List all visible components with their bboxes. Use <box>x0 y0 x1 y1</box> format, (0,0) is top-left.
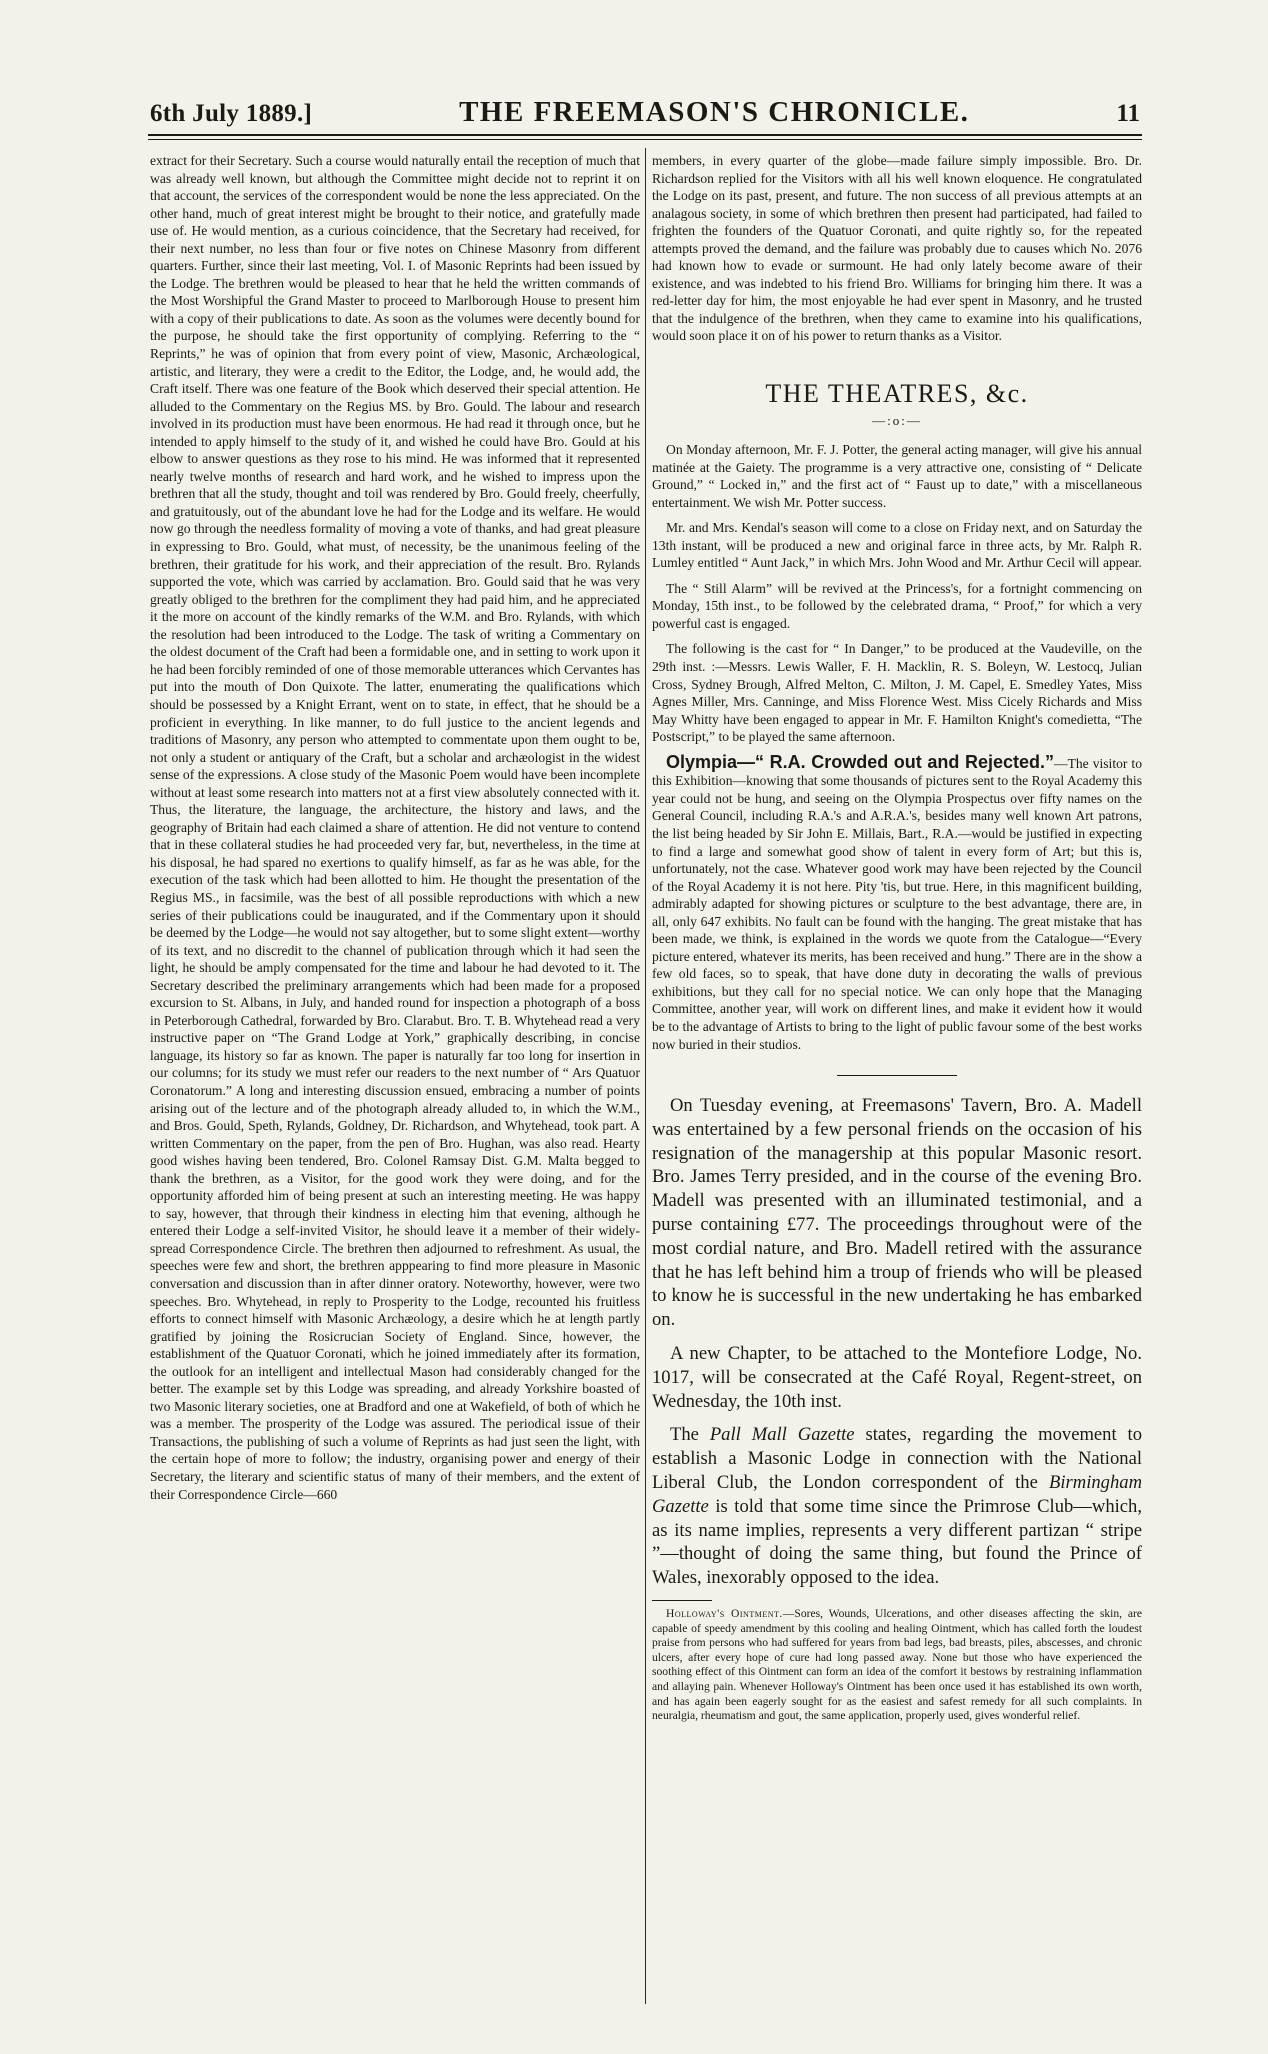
left-column <box>150 152 640 2002</box>
pall-mall-mid: states, regarding the movement to establish a Masonic Lodge in connection with the National Liberal Club, the London correspondent of the <box>652 1424 1142 1494</box>
page-number: 11 <box>1116 100 1140 127</box>
publication-title: THE FREEMASON'S CHRONICLE. <box>459 96 970 128</box>
notice-rule <box>652 1600 712 1601</box>
theatres-heading: THE THEATRES, &c. <box>765 379 1029 409</box>
theatre-paragraph: On Monday afternoon, Mr. F. J. Potter, the general acting manager, will give his annual matinée at the Gaiety. The programme is a very attractive one, consisting of “ Delicate Ground,” “ Locked in,” and the first act of “ Faust up to date,” with a miscellaneous entertainment. We wish Mr. Potter success. <box>652 442 1142 510</box>
theatres-ornament: —:o:— <box>872 413 922 429</box>
olympia-paragraph <box>652 751 1142 1053</box>
notice-text: —Sores, Wounds, Ulcerations, and other diseases affecting the skin, are capable of speedy amendment by this cooling and healing Ointment, which has called forth the loudest praise from persons who had suffered for years from bad legs, bad breasts, piles, abscesses, and chronic ulcers, after every hope of cure had long passed away. None but those who have experienced the soothing effect of this Ointment can form an idea of the comfort it bestows by restraining inflammation and allaying pain. Whenever Holloway's Ointment has been once used it has established its own worth, and has again been eagerly sought for as the easiest and safest remedy for all such complaints. In neuralgia, rheumatism and gout, the same application, properly used, gives wonderful relief. <box>652 1607 1142 1723</box>
holloway-notice <box>652 1607 1142 1724</box>
pall-mall-name: Pall Mall Gazette <box>709 1424 855 1446</box>
pall-mall-paragraph <box>652 1423 1142 1590</box>
theatre-paragraph: Mr. and Mrs. Kendal's season will come to a close on Friday next, and on Saturday the 13th instant, will be produced a new and original farce in three acts, by Mr. Ralph R. Lumley entitled “ Aunt Jack,” in which Mrs. John Wood and Mr. Arthur Cecil will appear. <box>652 520 1142 571</box>
pall-mall-intro: The <box>670 1424 710 1446</box>
issue-date: 6th July 1889.] <box>150 100 313 127</box>
theatre-paragraph: The “ Still Alarm” will be revived at the Princess's, for a fortnight commencing on Monday, 15th inst., to be followed by the celebrated drama, “ Proof,” for which a very powerful cast is engaged. <box>652 580 1142 631</box>
column-divider <box>645 148 646 2004</box>
pall-mall-end: is told that some time since the Primrose Club—which, as its name implies, represents a very different partizan “ stripe ”—thought of doing the same thing, but found the Prince of Wales, inexorably opposed to the idea. <box>652 1495 1142 1589</box>
masthead <box>150 96 1140 130</box>
section-separator <box>837 1075 957 1076</box>
masthead-rule-thin <box>148 139 1142 140</box>
olympia-text: —The visitor to this Exhibition—knowing that some thousands of pictures sent to the Royal Academy this year could not be hung, and seeing on the Olympia Prospectus over fifty names on the General Council, including R.A.'s and A.R.A.'s, besides many well known Art patrons, the list being headed by Sir John E. Millais, Bart., R.A.—would be justified in expecting to find a large and somewhat good show of talent in every form of Art; but this is, unfortunately, not the case. Whatever good work may have been rejected by the Council of the Royal Academy it is not here. Pity 'tis, but true. Here, in this magnificent building, admirably adapted for showing pictures or sculpture to the best advantage, there are, in all, only 647 exhibits. No fault can be found with the hanging. The great mistake that has been made, we think, is explained in the words we quote from the Catalogue—“Every picture entered, whatever its merits, has been received and hung.” There are in the show a few old faces, so to speak, that have done duty in decorating the walls of previous exhibitions, but they call for no special notice. We can only hope that the Managing Committee, another year, will work on different lines, and make it evident how it would be to the advantage of Artists to bring to the light of public favour some of the best works now buried in their studios. <box>652 755 1142 1052</box>
masthead-rule <box>148 134 1142 136</box>
olympia-title: Olympia—“ R.A. Crowded out and Rejected.” <box>666 751 1054 772</box>
right-column <box>652 152 1142 2002</box>
theatre-paragraph: The following is the cast for “ In Danger,” to be produced at the Vaudeville, on the 29th inst. :—Messrs. Lewis Waller, F. H. Macklin, R. S. Boleyn, W. Lestocq, Julian Cross, Sydney Brough, Alfred Melton, C. Milton, J. M. Capel, E. Smedley Yates, Miss Agnes Miller, Mrs. Canninge, and Miss Florence West. Miss Cicely Richards and Miss May Whitty have been engaged to appear in Mr. F. Hamilton Knight's comedietta, “The Postscript,” to be played the same afternoon. <box>652 641 1142 745</box>
madell-paragraph: On Tuesday evening, at Freemasons' Tavern, Bro. A. Madell was entertained by a few personal friends on the occasion of his resignation of the managership at this popular Masonic resort. Bro. James Terry presided, and in the course of the evening Bro. Madell was presented with an illuminated testimonial, and a purse containing £77. The proceedings throughout were of the most cordial nature, and Bro. Madell retired with the assurance that he has left behind him a troup of friends who will be pleased to know he is successful in the new undertaking he has embarked on. <box>652 1095 1142 1331</box>
chapter-paragraph: A new Chapter, to be attached to the Montefiore Lodge, No. 1017, will be consecrated at the Café Royal, Regent-street, on Wednesday, the 10th inst. <box>652 1343 1142 1412</box>
lodge-report-continuation: members, in every quarter of the globe—made failure simply impossible. Bro. Dr. Richardson replied for the Visitors with all his well known eloquence. He congratulated the Lodge on its past, present, and future. The non success of all previous attempts at an analagous society, in some of which brethren then present had participated, had failed to frighten the founders of the Quatuor Coronati, and quite rightly so, for the repeated attempts proved the demand, and the failure was probably due to causes which No. 2076 had known how to evade or surmount. He had only lately become aware of their existence, and was indebted to his friend Bro. Williams for bringing him there. It was a red-letter day for him, the most enjoyable he had ever spent in Masonry, and he trusted that the indulgence of the brethren, when they came to examine into his qualifications, would soon place it on of his power to return thanks as a Visitor. <box>652 153 1142 344</box>
lodge-report-text: extract for their Secretary. Such a course would naturally entail the reception of much that was already well known, but although the Committee might decide not to reprint it on that account, the services of the correspondent would be none the less appreciated. On the other hand, much of great interest might be brought to their notice, and gratefully made use of. He would mention, as a curious coincidence, that the Secretary had received, for their next number, no less than four or five notes on Chinese Masonry from different quarters. Further, since their last meeting, Vol. I. of Masonic Reprints had been issued by the Lodge. The brethren would be pleased to hear that he held the written commands of the Most Worshipful the Grand Master to proceed to Marlborough House to present him with a copy of their publications to date. As soon as the volumes were decently bound for the purpose, he should take the first opportunity of complying. Referring to the “ Reprints,” he was of opinion that from every point of view, Masonic, Archæological, artistic, and literary, they were a credit to the Editor, the Lodge, and, he would add, the Craft itself. There was one feature of the Book which deserved their special attention. He alluded to the Commentary on the Regius MS. by Bro. Gould. The labour and research involved in its production must have been enormous. He had read it through once, but he intended to apply himself to the study of it, and wished he could have Bro. Gould at his elbow to answer questions as they rose to his mind. He was informed that it represented nearly twelve months of research and hard work, and he wished to impress upon the brethren that all the study, thought and toil was rendered by Bro. Gould freely, cheerfully, and gratuitously, out of the abundant love he had for the Lodge and its welfare. He would now go through the needless formality of moving a vote of thanks, and had great pleasure in expressing to Bro. Gould, what must, of necessity, be the unanimous feeling of the brethren, their gratitude for his work, and their appreciation of the result. Bro. Rylands supported the vote, which was carried by acclamation. Bro. Gould said that he was very greatly obliged to the brethren for the compliment they had paid him, and he appreciated it the more on account of the kindly remarks of the W.M. and Bro. Rylands, with which the resolution had been introduced to the Lodge. The task of writing a Commentary on the oldest document of the Craft had been a formidable one, and in setting to work upon it he had been forcibly reminded of one of those memorable utterances which Cervantes has put into the mouth of Don Quixote. The latter, enumerating the qualifications which should be possessed by a Knight Errant, went on to state, in effect, that he should be a proficient in everything. In like manner, to do full justice to the ancient legends and traditions of Masonry, any person who attempted to commentate upon them ought to be, not only a student or antiquary of the Craft, but a scholar and archæologist in the widest sense of the expressions. A close study of the Masonic Poem would have been incomplete without at least some research into matters not at a first view absolutely connected with it. Thus, the literature, the language, the architecture, the history and laws, and the geography of Britain had each claimed a share of attention. He did not venture to contend that in these collateral studies he had proceeded very far, but, nevertheless, in the time at his disposal, he had spared no exertions to qualify himself, as far as he was able, for the execution of the task which had been allotted to him. He thought the presentation of the Regius MS., in facsimile, was the best of all possible reproductions with which a new series of their publications could be inaugurated, and if the Commentary upon it should be deemed by the Lodge—he would not say altogether, but to some slight extent—worthy of its text, and no discredit to the channel of publication through which it had seen the light, he should be amply compensated for the time and labour he had devoted to it. The Secretary described the preliminary arrangements which had been made for a proposed excursion to St. Albans, in July, and handed round for inspection a photograph of a boss in Peterborough Cathedral, forwarded by Bro. Clarabut. Bro. T. B. Whytehead read a very instructive paper on “The Grand Lodge at York,” graphically describing, in concise language, its history so far as known. The paper is naturally far too long for insertion in our columns; for its study we must refer our readers to the next number of “ Ars Quatuor Coronatorum.” A long and interesting discussion ensued, embracing a number of points arising out of the lecture and of the photograph already alluded to, in which the W.M., and Bros. Gould, Speth, Rylands, Goldney, Dr. Richardson, and Whytehead, took part. A written Commentary on the paper, from the pen of Bro. Hughan, was also read. Hearty good wishes having been tendered, Bro. Colonel Ramsay Dist. G.M. Malta begged to thank the brethren, as a Visitor, for the good work they were doing, and for the opportunity afforded him of being present at such an interesting meeting. He was happy to say, however, that through their kindness in electing him that evening, although he entered their Lodge a self-invited Visitor, he should leave it a member of their widely-spread Correspondence Circle. The brethren then adjourned to refreshment. As usual, the speeches were few and short, the brethren apppearing to find more pleasure in Masonic conversation and discussion than in after dinner oratory. Noteworthy, however, were two speeches. Bro. Whytehead, in reply to Prosperity to the Lodge, recounted his fruitless efforts to connect himself with Masonic Archæology, a desire which he at length partly gratified by joining the Rosicrucian Society of England. Since, however, the establishment of the Quatuor Coronati, which he joined immediately after its formation, the outlook for an intelligent and intellectual Mason had considerably changed for the better. The example set by this Lodge was spreading, and already Yorkshire boasted of two Masonic literary societies, one at Bradford and one at Wakefield, of both of which he was a member. The prosperity of the Lodge was assured. The periodical issue of their Transactions, the publishing of such a volume of Reprints as had just seen the light, with the certain hope of more to follow; the industry, organising power and energy of their Secretary, the literary and scientific status of many of their members, and the extent of their Correspondence Circle—660 <box>150 153 640 1502</box>
notice-label: Holloway's Ointment. <box>666 1607 783 1620</box>
birmingham-gazette-name: Birmingham Gazette <box>652 1472 1142 1517</box>
